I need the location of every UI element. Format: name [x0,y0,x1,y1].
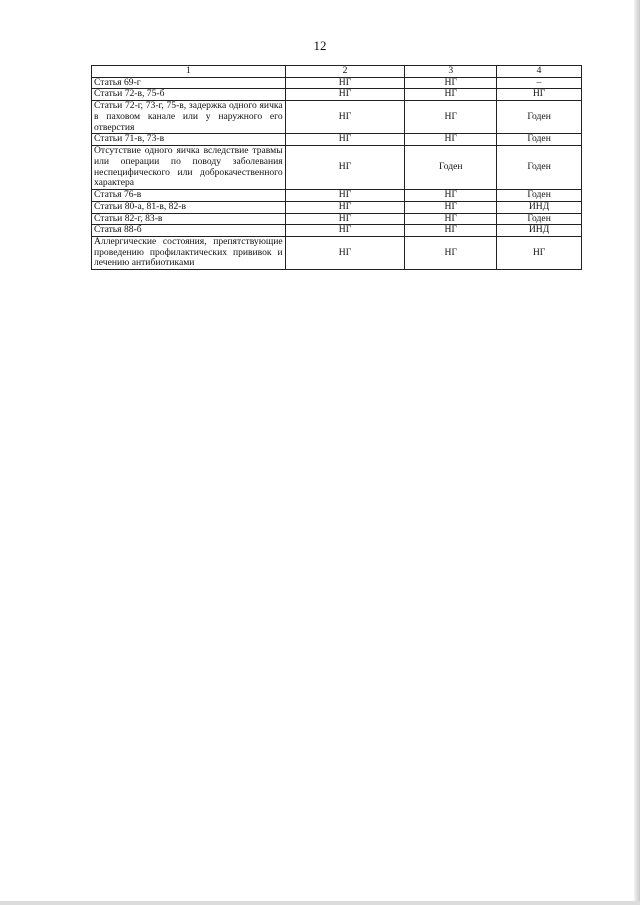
row-condition: Статья 76-в [92,190,286,202]
row-condition: Статья 69-г [92,77,286,89]
row-value-col4: НГ [497,89,582,101]
row-value-col2: НГ [285,101,405,134]
row-condition: Статьи 72-г, 73-г, 75-в, задержка одного яичка в паховом канале или у наружного его отверстия [92,101,286,134]
table-row [92,146,582,190]
row-condition: Статьи 71-в, 73-в [92,134,286,146]
row-value-col3: Годен [405,146,497,190]
table-row [92,101,582,134]
row-value-col2: НГ [285,201,405,213]
row-value-col2: НГ [285,190,405,202]
column-header-4: 4 [497,66,582,78]
table-row [92,201,582,213]
row-value-col3: НГ [405,225,497,237]
row-value-col2: НГ [285,213,405,225]
row-value-col2: НГ [285,146,405,190]
row-value-col4: ИНД [497,225,582,237]
row-value-col3: НГ [405,213,497,225]
row-value-col4: НГ [497,237,582,270]
page-bottom-edge [0,901,640,905]
page-number: 12 [313,38,327,53]
table-row [92,89,582,101]
column-header-2: 2 [285,66,405,78]
row-value-col3: НГ [405,237,497,270]
row-value-col2: НГ [285,134,405,146]
row-value-col2: НГ [285,77,405,89]
row-value-col4: Годен [497,213,582,225]
row-value-col3: НГ [405,201,497,213]
row-condition: Статьи 82-г, 83-в [92,213,286,225]
row-value-col4: Годен [497,146,582,190]
page-edge-shadow [634,0,640,905]
document-table [91,65,582,270]
row-value-col3: НГ [405,134,497,146]
row-condition: Отсутствие одного яичка вследствие травмы или операции по поводу заболевания неспецифического или доброкачественного характера [92,146,286,190]
table-row [92,225,582,237]
table-row [92,134,582,146]
row-value-col3: НГ [405,77,497,89]
row-value-col3: НГ [405,89,497,101]
row-value-col4: Годен [497,134,582,146]
row-value-col2: НГ [285,237,405,270]
row-value-col4: Годен [497,190,582,202]
row-condition: Статьи 80-а, 81-в, 82-в [92,201,286,213]
row-value-col2: НГ [285,89,405,101]
table-row [92,237,582,270]
row-condition: Статья 88-б [92,225,286,237]
column-header-1: 1 [92,66,286,78]
table-row [92,190,582,202]
table-row [92,77,582,89]
row-condition: Аллергические состояния, препятствующие проведению профилактических прививок и лечению антибиотиками [92,237,286,270]
row-value-col2: НГ [285,225,405,237]
row-value-col3: НГ [405,101,497,134]
row-condition: Статьи 72-в, 75-б [92,89,286,101]
row-value-col4: ИНД [497,201,582,213]
row-value-col3: НГ [405,190,497,202]
table-header-row [92,66,582,78]
row-value-col4: – [497,77,582,89]
table-row [92,213,582,225]
row-value-col4: Годен [497,101,582,134]
column-header-3: 3 [405,66,497,78]
